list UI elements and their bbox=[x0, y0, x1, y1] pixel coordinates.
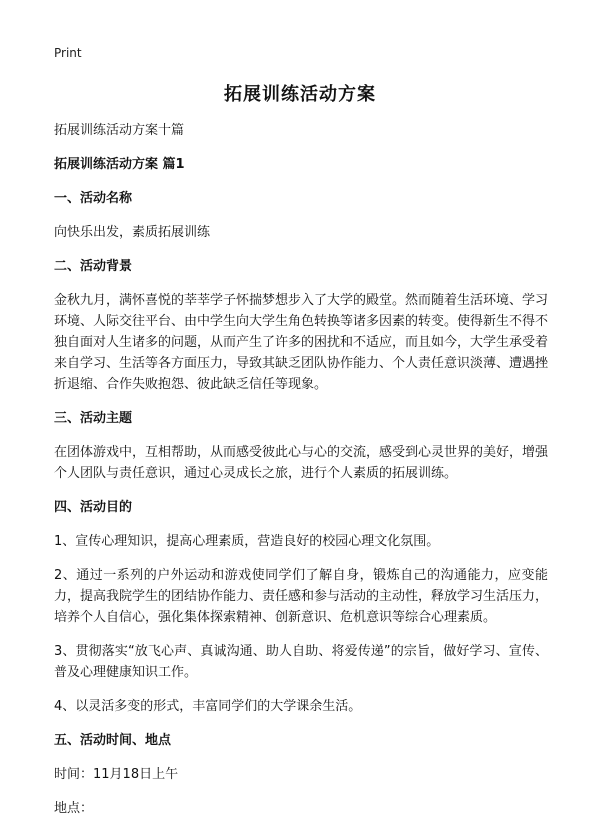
section-heading-background: 二、活动背景 bbox=[54, 259, 133, 274]
document-body bbox=[54, 120, 548, 819]
purpose-item-1: 1、宣传心理知识，提高心理素质，营造良好的校园心理文化氛围。 bbox=[54, 534, 440, 549]
section-heading-time-place: 五、活动时间、地点 bbox=[54, 733, 172, 748]
document-title: 拓展训练活动方案 bbox=[224, 84, 376, 105]
section-heading-theme: 三、活动主题 bbox=[54, 411, 133, 426]
section-text-theme: 在团体游戏中，互相帮助，从而感受彼此心与心的交流，感受到心灵世界的美好，增强个人团队与责任意识，通过心灵成长之旅，进行个人素质的拓展训练。 bbox=[54, 445, 549, 481]
section-text-background: 金秋九月，满怀喜悦的莘莘学子怀揣梦想步入了大学的殿堂。然而随着生活环境、学习环境、人际交往平台、由中学生向大学生角色转换等诸多因素的转变。使得新生不得不独自面对人生诸多的问题，从而产生了许多的困扰和不适应，而且如今，大学生承受着来自学习、生活等各方面压力，导致其缺乏团队协作能力、个人责任意识淡薄、遭遇挫折退缩、合作失败抱怨、彼此缺乏信任等现象。 bbox=[54, 293, 549, 392]
purpose-item-2: 2、通过一系列的户外运动和游戏使同学们了解自身，锻炼自己的沟通能力，应变能力，提高我院学生的团结协作能力、责任感和参与活动的主动性，释放学习生活压力，培养个人自信心，强化集体探索精神、创新意识、危机意识等综合心理素质。 bbox=[54, 568, 549, 625]
section-heading-purpose: 四、活动目的 bbox=[54, 500, 133, 515]
document-subtitle: 拓展训练活动方案十篇 bbox=[54, 123, 185, 138]
purpose-item-3: 3、贯彻落实“放飞心声、真诚沟通、助人自助、将爱传递”的宗旨，做好学习、宣传、普及心理健康知识工作。 bbox=[54, 644, 548, 680]
section-text-place: 地点： bbox=[54, 801, 94, 816]
print-label[interactable]: Print bbox=[54, 46, 82, 60]
part-title: 拓展训练活动方案 篇1 bbox=[54, 157, 185, 172]
purpose-item-4: 4、以灵活多变的形式，丰富同学们的大学课余生活。 bbox=[54, 699, 362, 714]
section-text-time: 时间：11月18日上午 bbox=[54, 767, 179, 782]
section-text-name: 向快乐出发，素质拓展训练 bbox=[54, 225, 211, 240]
section-heading-name: 一、活动名称 bbox=[54, 191, 133, 206]
